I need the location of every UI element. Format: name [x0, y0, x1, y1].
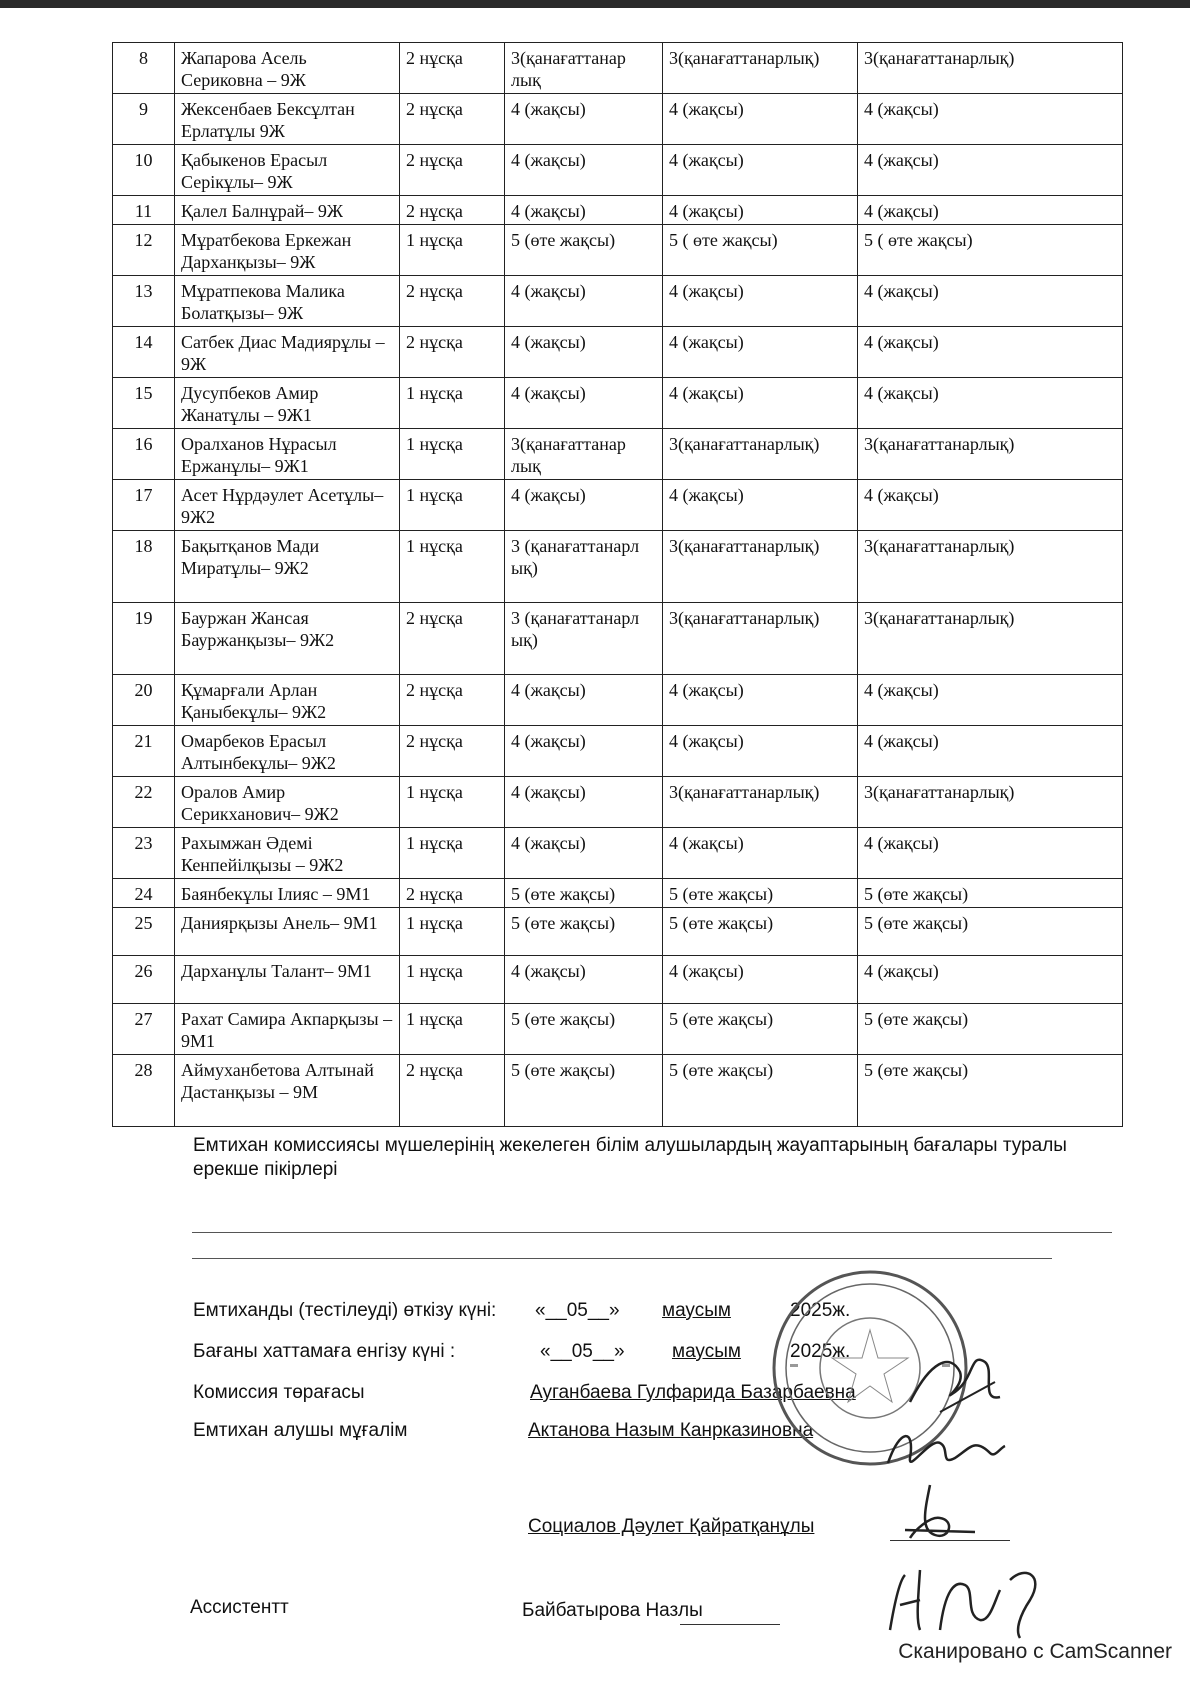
scanner-watermark: Сканировано с CamScanner: [898, 1640, 1172, 1663]
student-name: Мұратбекова Еркежан Дарханқызы– 9Ж: [175, 225, 400, 276]
grade-1: 5 (өте жақсы): [505, 879, 663, 908]
grade-2: 4 (жақсы): [663, 726, 858, 777]
student-name: Сатбек Диас Мадиярұлы – 9Ж: [175, 327, 400, 378]
table-row: [113, 327, 1123, 378]
grade-1: 4 (жақсы): [505, 276, 663, 327]
test-variant: 2 нұсқа: [400, 94, 505, 145]
row-number: 25: [113, 908, 175, 956]
entry-date-month: маусым: [672, 1341, 741, 1362]
grade-3: 4 (жақсы): [858, 726, 1123, 777]
test-variant: 1 нұсқа: [400, 429, 505, 480]
row-number: 14: [113, 327, 175, 378]
grade-1: 3 (қанағаттанарл ық): [505, 603, 663, 675]
test-variant: 1 нұсқа: [400, 828, 505, 879]
table-row: [113, 378, 1123, 429]
assistant-name: Байбатырова Назлы: [522, 1600, 703, 1621]
student-name: Қалел Балнұрай– 9Ж: [175, 196, 400, 225]
teacher-label: Емтихан алушы мұғалім: [193, 1420, 408, 1441]
grade-2: 4 (жақсы): [663, 828, 858, 879]
grade-1: 3 (қанағаттанарл ық): [505, 531, 663, 603]
student-name: Оралов Амир Серикханович– 9Ж2: [175, 777, 400, 828]
grade-1: 4 (жақсы): [505, 777, 663, 828]
teacher-name: Актанова Назым Канрказиновна: [528, 1420, 814, 1441]
student-name: Рахат Самира Акпарқызы – 9М1: [175, 1004, 400, 1055]
test-variant: 2 нұсқа: [400, 145, 505, 196]
test-variant: 1 нұсқа: [400, 956, 505, 1004]
table-row: [113, 603, 1123, 675]
table-row: [113, 828, 1123, 879]
grade-2: 3(қанағаттанарлық): [663, 777, 858, 828]
row-number: 26: [113, 956, 175, 1004]
exam-date-year: 2025ж.: [790, 1300, 851, 1321]
row-number: 22: [113, 777, 175, 828]
student-name: Оралханов Нұрасыл Ержанұлы– 9Ж1: [175, 429, 400, 480]
grade-3: 5 (өте жақсы): [858, 879, 1123, 908]
table-row: [113, 531, 1123, 603]
table-row: [113, 726, 1123, 777]
student-name: Мұратпекова Малика Болатқызы– 9Ж: [175, 276, 400, 327]
notes-line: [192, 1232, 1112, 1233]
table-row: [113, 225, 1123, 276]
assistant-label: Ассистентт: [190, 1597, 289, 1618]
table-row: [113, 777, 1123, 828]
table-row: [113, 956, 1123, 1004]
commission-notes-heading: Емтихан комиссиясы мүшелерінің жекелеген білім алушылардың жауаптарының бағалары туралы ерекше пікірлері: [193, 1135, 1067, 1180]
grade-3: 4 (жақсы): [858, 956, 1123, 1004]
test-variant: 2 нұсқа: [400, 675, 505, 726]
table-row: [113, 196, 1123, 225]
grade-1: 4 (жақсы): [505, 145, 663, 196]
grade-3: 4 (жақсы): [858, 378, 1123, 429]
test-variant: 2 нұсқа: [400, 327, 505, 378]
grades-table: [112, 42, 1123, 1127]
test-variant: 2 нұсқа: [400, 726, 505, 777]
table-row: [113, 1004, 1123, 1055]
student-name: Даниярқызы Анель– 9М1: [175, 908, 400, 956]
test-variant: 2 нұсқа: [400, 43, 505, 94]
test-variant: 1 нұсқа: [400, 225, 505, 276]
grade-3: 5 (өте жақсы): [858, 908, 1123, 956]
test-variant: 1 нұсқа: [400, 1004, 505, 1055]
teacher-signature: [880, 1418, 1010, 1478]
grade-2: 3(қанағаттанарлық): [663, 531, 858, 603]
grade-2: 4 (жақсы): [663, 94, 858, 145]
table-row: [113, 429, 1123, 480]
grade-3: 4 (жақсы): [858, 327, 1123, 378]
chair-label: Комиссия төрағасы: [193, 1382, 365, 1403]
student-name: Дарханұлы Талант– 9М1: [175, 956, 400, 1004]
scan-top-edge: [0, 0, 1190, 8]
student-name: Бауржан Жансая Бауржанқызы– 9Ж2: [175, 603, 400, 675]
table-row: [113, 675, 1123, 726]
grade-1: 4 (жақсы): [505, 327, 663, 378]
test-variant: 1 нұсқа: [400, 908, 505, 956]
student-name: Аймуханбетова Алтынай Дастанқызы – 9М: [175, 1055, 400, 1127]
row-number: 15: [113, 378, 175, 429]
student-name: Жапарова Асель Сериковна – 9Ж: [175, 43, 400, 94]
row-number: 19: [113, 603, 175, 675]
test-variant: 1 нұсқа: [400, 777, 505, 828]
student-name: Жексенбаев Бексұлтан Ерлатұлы 9Ж: [175, 94, 400, 145]
row-number: 8: [113, 43, 175, 94]
row-number: 23: [113, 828, 175, 879]
grade-2: 5 (өте жақсы): [663, 908, 858, 956]
row-number: 16: [113, 429, 175, 480]
chair-signature: [900, 1342, 1010, 1422]
student-name: Бақытқанов Мади Миратұлы– 9Ж2: [175, 531, 400, 603]
table-row: [113, 276, 1123, 327]
grade-1: 3(қанағаттанар лық: [505, 43, 663, 94]
grade-3: 5 (өте жақсы): [858, 1004, 1123, 1055]
grade-2: 4 (жақсы): [663, 675, 858, 726]
row-number: 11: [113, 196, 175, 225]
grade-2: 4 (жақсы): [663, 145, 858, 196]
test-variant: 1 нұсқа: [400, 480, 505, 531]
grade-2: 4 (жақсы): [663, 480, 858, 531]
grade-3: 5 (өте жақсы): [858, 1055, 1123, 1127]
row-number: 13: [113, 276, 175, 327]
test-variant: 2 нұсқа: [400, 879, 505, 908]
grade-3: 4 (жақсы): [858, 276, 1123, 327]
row-number: 20: [113, 675, 175, 726]
row-number: 9: [113, 94, 175, 145]
grade-2: 4 (жақсы): [663, 276, 858, 327]
table-row: [113, 480, 1123, 531]
student-name: Баянбекұлы Ілияс – 9М1: [175, 879, 400, 908]
chair-name: Ауганбаева Гулфарида Базарбаевна: [530, 1382, 856, 1403]
test-variant: 2 нұсқа: [400, 603, 505, 675]
notes-line: [192, 1258, 1052, 1259]
grade-3: 4 (жақсы): [858, 94, 1123, 145]
grade-3: 4 (жақсы): [858, 828, 1123, 879]
grade-2: 4 (жақсы): [663, 378, 858, 429]
entry-date-day: «__05__»: [540, 1341, 625, 1362]
grade-2: 4 (жақсы): [663, 196, 858, 225]
exam-date-day: «__05__»: [535, 1300, 620, 1321]
exam-date-month: маусым: [662, 1300, 731, 1321]
test-variant: 2 нұсқа: [400, 1055, 505, 1127]
grades-table-body: [113, 43, 1123, 1127]
test-variant: 1 нұсқа: [400, 378, 505, 429]
test-variant: 1 нұсқа: [400, 531, 505, 603]
test-variant: 2 нұсқа: [400, 196, 505, 225]
grade-3: 3(қанағаттанарлық): [858, 603, 1123, 675]
grade-3: 3(қанағаттанарлық): [858, 429, 1123, 480]
grades-table-container: [112, 42, 1122, 1127]
row-number: 17: [113, 480, 175, 531]
row-number: 21: [113, 726, 175, 777]
grade-3: 4 (жақсы): [858, 675, 1123, 726]
table-row: [113, 145, 1123, 196]
row-number: 27: [113, 1004, 175, 1055]
row-number: 12: [113, 225, 175, 276]
member-signature: [900, 1480, 980, 1550]
grade-2: 3(қанағаттанарлық): [663, 43, 858, 94]
grade-1: 5 (өте жақсы): [505, 225, 663, 276]
entry-date-year: 2025ж.: [790, 1341, 851, 1362]
row-number: 24: [113, 879, 175, 908]
grade-1: 4 (жақсы): [505, 480, 663, 531]
grade-1: 5 (өте жақсы): [505, 908, 663, 956]
grade-1: 4 (жақсы): [505, 726, 663, 777]
signature-line: [680, 1624, 780, 1625]
grade-3: 4 (жақсы): [858, 196, 1123, 225]
grade-2: 4 (жақсы): [663, 956, 858, 1004]
grade-3: 3(қанағаттанарлық): [858, 777, 1123, 828]
grade-1: 3(қанағаттанар лық: [505, 429, 663, 480]
student-name: Рахымжан Әдемі Кенпейілқызы – 9Ж2: [175, 828, 400, 879]
student-name: Қабыкенов Ерасыл Серікұлы– 9Ж: [175, 145, 400, 196]
table-row: [113, 94, 1123, 145]
grade-3: 4 (жақсы): [858, 145, 1123, 196]
entry-date-label: Бағаны хаттамаға енгізу күні :: [193, 1341, 456, 1362]
grade-2: 3(қанағаттанарлық): [663, 429, 858, 480]
grade-2: 5 (өте жақсы): [663, 1055, 858, 1127]
table-row: [113, 1055, 1123, 1127]
table-row: [113, 879, 1123, 908]
grade-2: 5 ( өте жақсы): [663, 225, 858, 276]
grade-1: 4 (жақсы): [505, 196, 663, 225]
row-number: 18: [113, 531, 175, 603]
grade-1: 5 (өте жақсы): [505, 1004, 663, 1055]
test-variant: 2 нұсқа: [400, 276, 505, 327]
student-name: Дусупбеков Амир Жанатұлы – 9Ж1: [175, 378, 400, 429]
member-name: Социалов Дәулет Қайратқанұлы: [528, 1516, 815, 1537]
grade-1: 4 (жақсы): [505, 828, 663, 879]
student-name: Омарбеков Ерасыл Алтынбекұлы– 9Ж2: [175, 726, 400, 777]
table-row: [113, 43, 1123, 94]
grade-2: 3(қанағаттанарлық): [663, 603, 858, 675]
grade-3: 3(қанағаттанарлық): [858, 43, 1123, 94]
row-number: 10: [113, 145, 175, 196]
row-number: 28: [113, 1055, 175, 1127]
grade-1: 4 (жақсы): [505, 956, 663, 1004]
assistant-signature: [880, 1560, 1050, 1640]
grade-2: 5 (өте жақсы): [663, 879, 858, 908]
table-row: [113, 908, 1123, 956]
grade-3: 4 (жақсы): [858, 480, 1123, 531]
grade-3: 5 ( өте жақсы): [858, 225, 1123, 276]
grade-2: 5 (өте жақсы): [663, 1004, 858, 1055]
grade-1: 4 (жақсы): [505, 94, 663, 145]
grade-1: 4 (жақсы): [505, 378, 663, 429]
student-name: Асет Нұрдәулет Асетұлы– 9Ж2: [175, 480, 400, 531]
grade-1: 5 (өте жақсы): [505, 1055, 663, 1127]
exam-date-label: Емтиханды (тестілеуді) өткізу күні:: [193, 1300, 497, 1321]
grade-2: 4 (жақсы): [663, 327, 858, 378]
grade-3: 3(қанағаттанарлық): [858, 531, 1123, 603]
student-name: Құмарғали Арлан Қаныбекұлы– 9Ж2: [175, 675, 400, 726]
grade-1: 4 (жақсы): [505, 675, 663, 726]
